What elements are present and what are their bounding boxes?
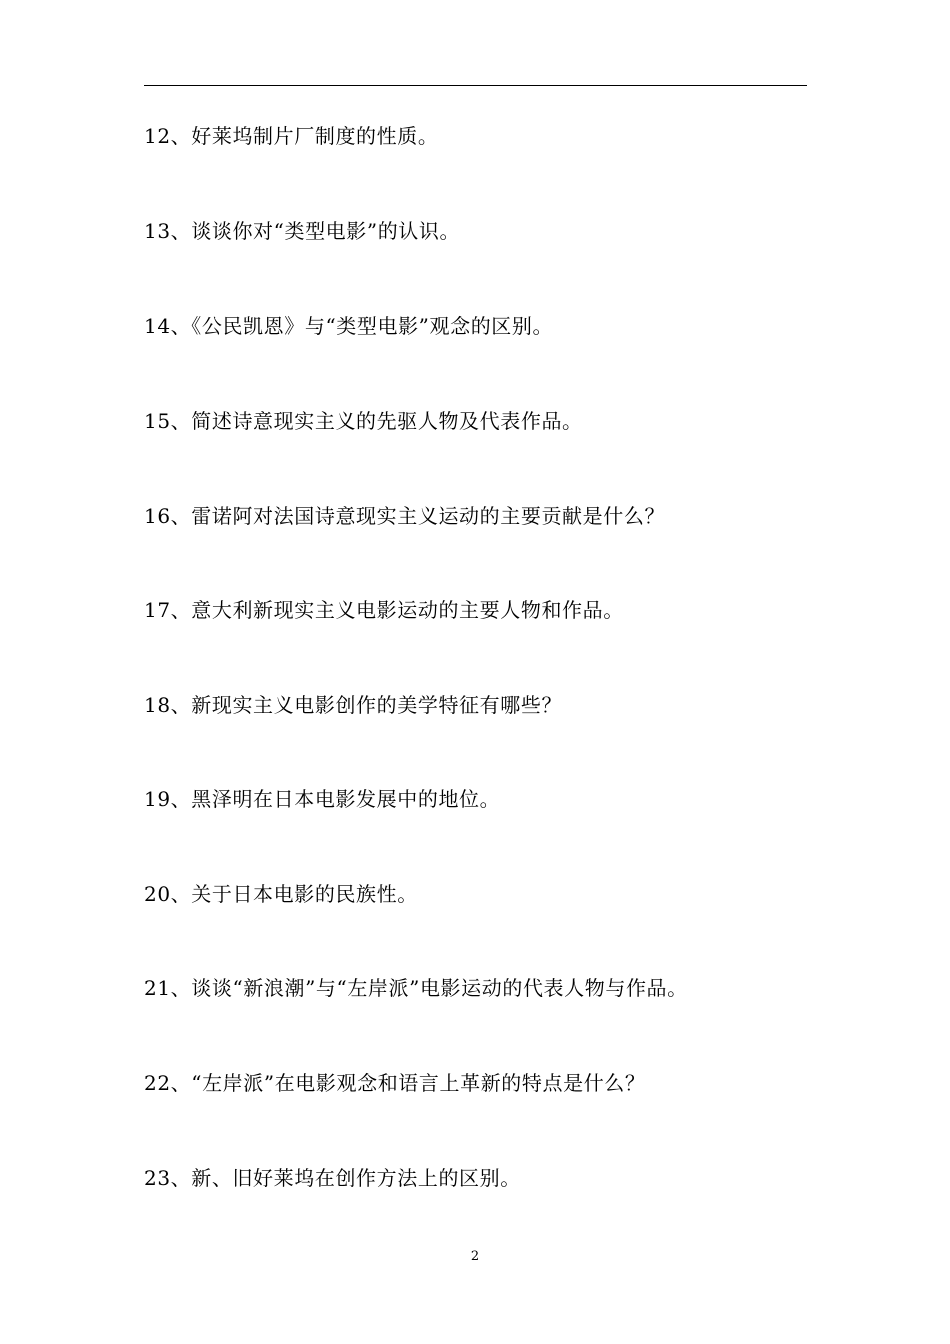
question-item: 13、谈谈你对“类型电影”的认识。 — [144, 219, 461, 243]
question-item: 23、新、旧好莱坞在创作方法上的区别。 — [144, 1166, 521, 1190]
question-item: 14、《公民凯恩》与“类型电影”观念的区别。 — [144, 314, 554, 338]
question-item: 17、意大利新现实主义电影运动的主要人物和作品。 — [144, 598, 624, 622]
question-item: 20、关于日本电影的民族性。 — [144, 882, 418, 906]
question-item: 21、谈谈“新浪潮”与“左岸派”电影运动的代表人物与作品。 — [144, 976, 688, 1000]
question-item: 16、雷诺阿对法国诗意现实主义运动的主要贡献是什么？ — [144, 504, 666, 528]
question-item: 12、好莱坞制片厂制度的性质。 — [144, 124, 439, 148]
question-item: 19、黑泽明在日本电影发展中的地位。 — [144, 787, 501, 811]
page-number: 2 — [470, 1249, 480, 1264]
header-rule — [144, 85, 807, 86]
question-item: 18、新现实主义电影创作的美学特征有哪些？ — [144, 693, 563, 717]
question-item: 22、“左岸派”在电影观念和语言上革新的特点是什么？ — [144, 1071, 646, 1095]
question-item: 15、简述诗意现实主义的先驱人物及代表作品。 — [144, 409, 583, 433]
